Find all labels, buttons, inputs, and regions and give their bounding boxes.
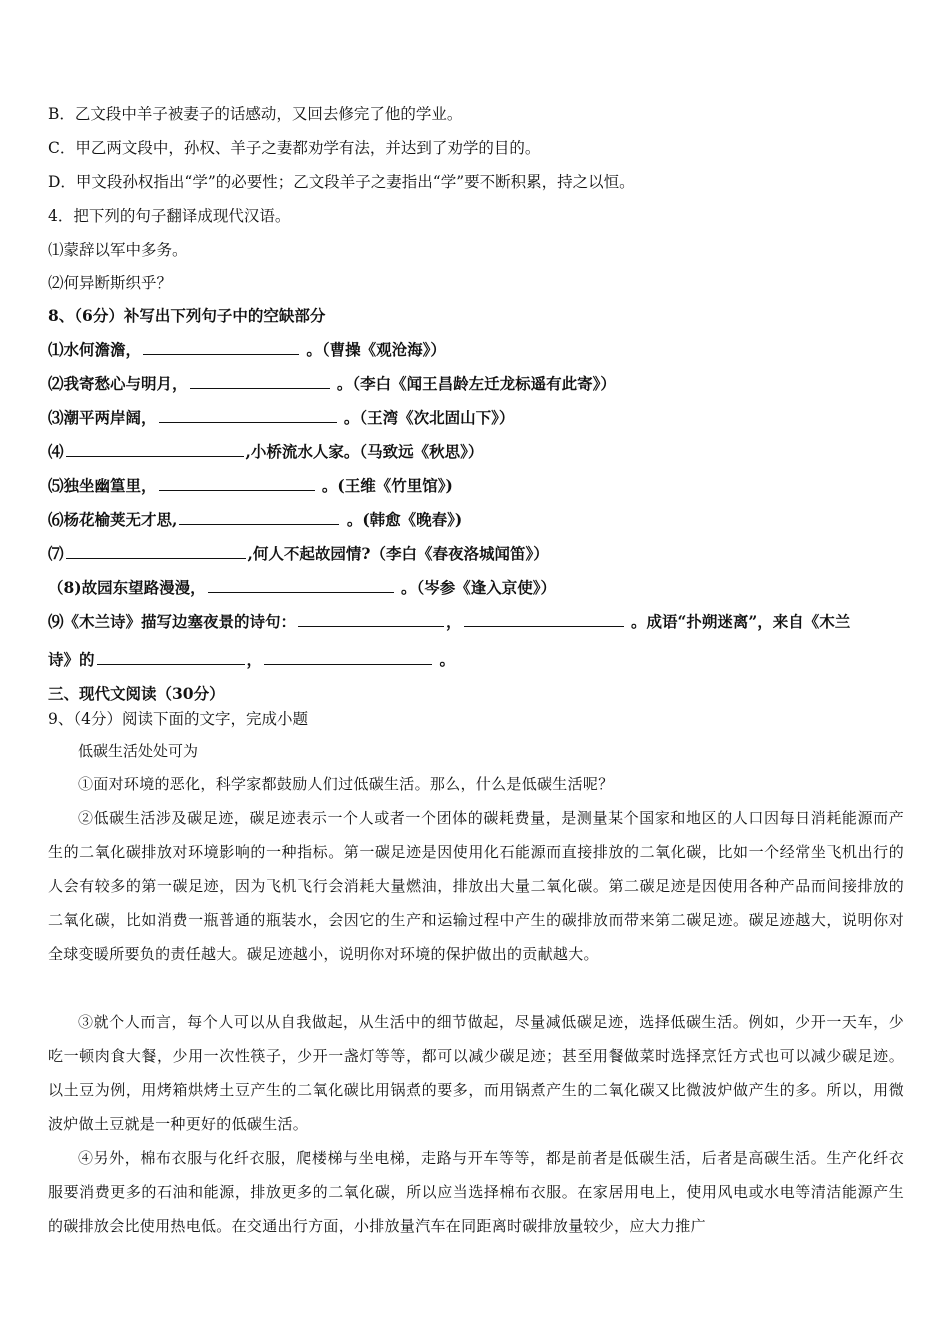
q8-item-2-pre: ⑵我寄愁心与明月， [48,374,188,393]
q8-item-9-line2-mid: ， [246,650,263,669]
q8-item-6-pre: ⑹杨花榆荚无才思, [48,510,178,529]
q8-item-8-post: 。（岑参《逢入京使》） [401,578,557,597]
q8-item-9-pre: ⑼《木兰诗》描写边塞夜景的诗句： [48,612,297,631]
q8-item-5-blank[interactable] [159,476,315,491]
q8-item-2-blank[interactable] [190,374,330,389]
q8-item-9-line-1 [48,612,850,632]
q8-item-8 [48,578,556,598]
q8-item-5-pre: ⑸独坐幽篁里， [48,476,157,495]
q8-item-3-pre: ⑶潮平两岸阔， [48,408,157,427]
question-4-sentence-1: ⑴蒙辞以军中多务。 [48,241,188,259]
question-8-title: 8、（6分）补写出下列句子中的空缺部分 [48,306,326,325]
q8-item-7-blank[interactable] [66,544,246,559]
q8-item-4-post: ,小桥流水人家。（马致远《秋思》） [245,442,484,461]
section-3-title: 三、现代文阅读（30分） [48,684,225,703]
q8-item-7-post: ,何人不起故园情?（李白《春夜洛城闻笛》） [247,544,549,563]
q8-item-9-blank-4[interactable] [264,650,432,665]
article-paragraph-3: ③就个人而言，每个人可以从自我做起，从生活中的细节做起，尽量减低碳足迹，选择低碳生活。例如，少开一天车，少吃一顿肉食大餐，少用一次性筷子，少开一盏灯等等，都可以减少碳足迹；甚至用餐做菜时选择烹饪方式也可以减少碳足迹。以土豆为例，用烤箱烘烤土豆产生的二氧化碳比用锅煮的要多，而用锅煮产生的二氧化碳又比微波炉做产生的多。所以，用微波炉做土豆就是一种更好的低碳生活。 [48,1013,904,1133]
q8-item-8-pre: （8)故园东望路漫漫， [48,578,206,597]
q8-item-2 [48,374,616,394]
q8-item-4-pre: ⑷ [48,442,64,461]
q8-item-2-post: 。（李白《闻王昌龄左迁龙标遥有此寄》） [336,374,616,393]
q8-item-7-pre: ⑺ [48,544,64,563]
article-paragraph-4: ④另外，棉布衣服与化纤衣服，爬楼梯与坐电梯，走路与开车等等，都是前者是低碳生活，后者是高碳生活。生产化纤衣服要消费更多的石油和能源，排放更多的二氧化碳，所以应当选择棉布衣服。在家居用电上，使用风电或水电等清洁能源产生的碳排放会比使用热电低。在交通出行方面，小排放量汽车在同距离时碳排放量较少，应大力推广 [48,1149,904,1235]
q8-item-3 [48,408,514,428]
q8-item-1-pre: ⑴水何澹澹， [48,340,142,359]
option-b: B．乙文段中羊子被妻子的话感动，又回去修完了他的学业。 [48,105,463,123]
q8-item-1 [48,340,446,360]
question-4-sentence-2: ⑵何异断斯织乎？ [48,274,173,292]
q8-item-5 [48,476,453,496]
q8-item-9-line-2 [48,650,455,670]
q8-item-9-line2-pre: 诗》的 [48,650,95,669]
q8-item-8-blank[interactable] [208,578,394,593]
article-paragraph-1: ①面对环境的恶化，科学家都鼓励人们过低碳生活。那么，什么是低碳生活呢？ [78,775,614,793]
q8-item-9-blank-2[interactable] [464,612,624,627]
option-c: C．甲乙两文段中，孙权、羊子之妻都劝学有法，并达到了劝学的目的。 [48,139,541,157]
q8-item-6-post: 。(韩愈《晚春》) [346,510,463,529]
q8-item-3-post: 。（王湾《次北固山下》） [343,408,515,427]
question-4-title: 4．把下列的句子翻译成现代汉语。 [48,207,291,225]
q8-item-3-blank[interactable] [159,408,337,423]
q8-item-9-blank-1[interactable] [298,612,444,627]
q8-item-9-post: 。成语“扑朔迷离”，来自《木兰 [630,612,851,631]
q8-item-6-blank[interactable] [179,510,339,525]
question-9-title: 9、（4分）阅读下面的文字，完成小题 [48,710,308,728]
q8-item-5-post: 。(王维《竹里馆》) [321,476,453,495]
q8-item-6 [48,510,462,530]
q8-item-1-blank[interactable] [143,340,299,355]
q8-item-1-post: 。（曹操《观沧海》） [306,340,446,359]
article-title: 低碳生活处处可为 [78,742,199,760]
q8-item-7 [48,544,549,564]
q8-item-4 [48,442,483,462]
option-d: D．甲文段孙权指出“学”的必要性；乙文段羊子之妻指出“学”要不断积累，持之以恒。 [48,173,635,191]
q8-item-9-mid: ， [446,612,462,631]
q8-item-9-blank-3[interactable] [97,650,245,665]
article-paragraph-2: ②低碳生活涉及碳足迹，碳足迹表示一个人或者一个团体的碳耗费量，是测量某个国家和地区的人口因每日消耗能源而产生的二氧化碳排放对环境影响的一种指标。第一碳足迹是因使用化石能源而直接排放的二氧化碳，比如一个经常坐飞机出行的人会有较多的第一碳足迹，因为飞机飞行会消耗大量燃油，排放出大量二氧化碳。第二碳足迹是因使用各种产品而间接排放的二氧化碳，比如消费一瓶普通的瓶装水，会因它的生产和运输过程中产生的碳排放而带来第二碳足迹。碳足迹越大，说明你对全球变暖所要负的责任越大。碳足迹越小，说明你对环境的保护做出的贡献越大。 [48,809,904,963]
q8-item-9-line2-post: 。 [439,650,455,669]
q8-item-4-blank[interactable] [66,442,244,457]
